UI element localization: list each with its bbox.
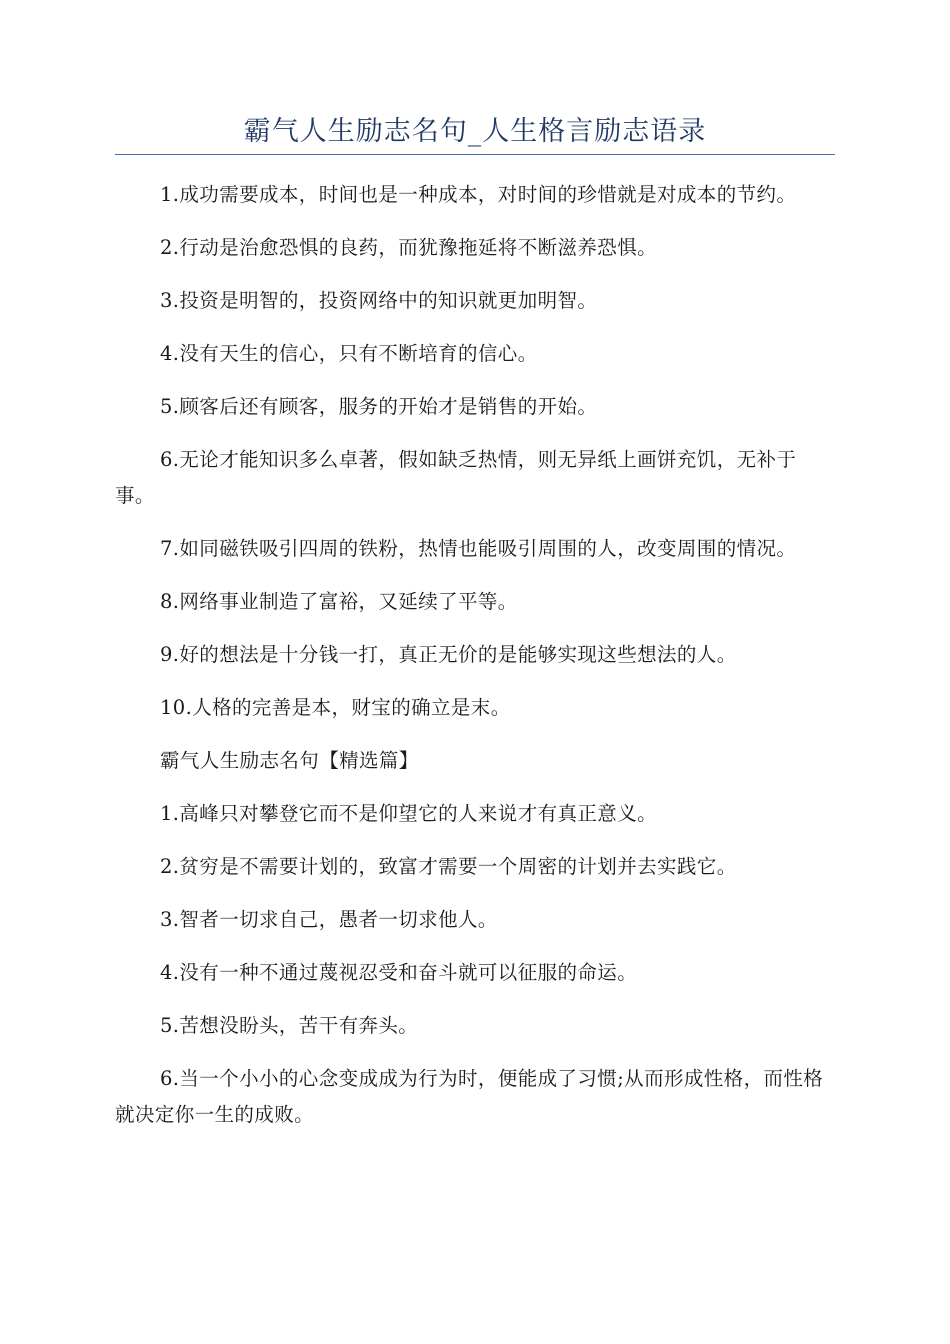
quote-paragraph: 7.如同磁铁吸引四周的铁粉，热情也能吸引周围的人，改变周围的情况。 [160, 537, 797, 560]
quote-paragraph: 8.网络事业制造了富裕，又延续了平等。 [160, 590, 518, 613]
quote-paragraph: 2.贫穷是不需要计划的，致富才需要一个周密的计划并去实践它。 [160, 855, 737, 878]
document-title: 霸气人生励志名句_人生格言励志语录 [243, 116, 707, 147]
quote-paragraph: 6.当一个小小的心念变成成为行为时，便能成了习惯;从而形成性格，而性格就决定你一生的成败。 [115, 1067, 824, 1126]
quote-paragraph: 5.顾客后还有顾客，服务的开始才是销售的开始。 [160, 395, 598, 418]
quote-paragraph: 3.智者一切求自己，愚者一切求他人。 [160, 908, 498, 931]
section-heading: 霸气人生励志名句【精选篇】 [160, 749, 419, 772]
quote-paragraph: 6.无论才能知识多么卓著，假如缺乏热情，则无异纸上画饼充饥，无补于事。 [115, 448, 797, 507]
quote-paragraph: 1.成功需要成本，时间也是一种成本，对时间的珍惜就是对成本的节约。 [160, 183, 797, 206]
quote-paragraph: 1.高峰只对攀登它而不是仰望它的人来说才有真正意义。 [160, 802, 658, 825]
quote-paragraph: 4.没有一种不通过蔑视忍受和奋斗就可以征服的命运。 [160, 961, 638, 984]
quote-paragraph: 5.苦想没盼头，苦干有奔头。 [160, 1014, 419, 1037]
quote-paragraph: 4.没有天生的信心，只有不断培育的信心。 [160, 342, 538, 365]
quote-paragraph: 3.投资是明智的，投资网络中的知识就更加明智。 [160, 289, 598, 312]
quote-paragraph: 2.行动是治愈恐惧的良药，而犹豫拖延将不断滋养恐惧。 [160, 236, 658, 259]
quote-paragraph: 10.人格的完善是本，财宝的确立是末。 [160, 696, 511, 719]
title-underline [115, 154, 835, 155]
quote-paragraph: 9.好的想法是十分钱一打，真正无价的是能够实现这些想法的人。 [160, 643, 737, 666]
document-body [115, 177, 835, 1150]
